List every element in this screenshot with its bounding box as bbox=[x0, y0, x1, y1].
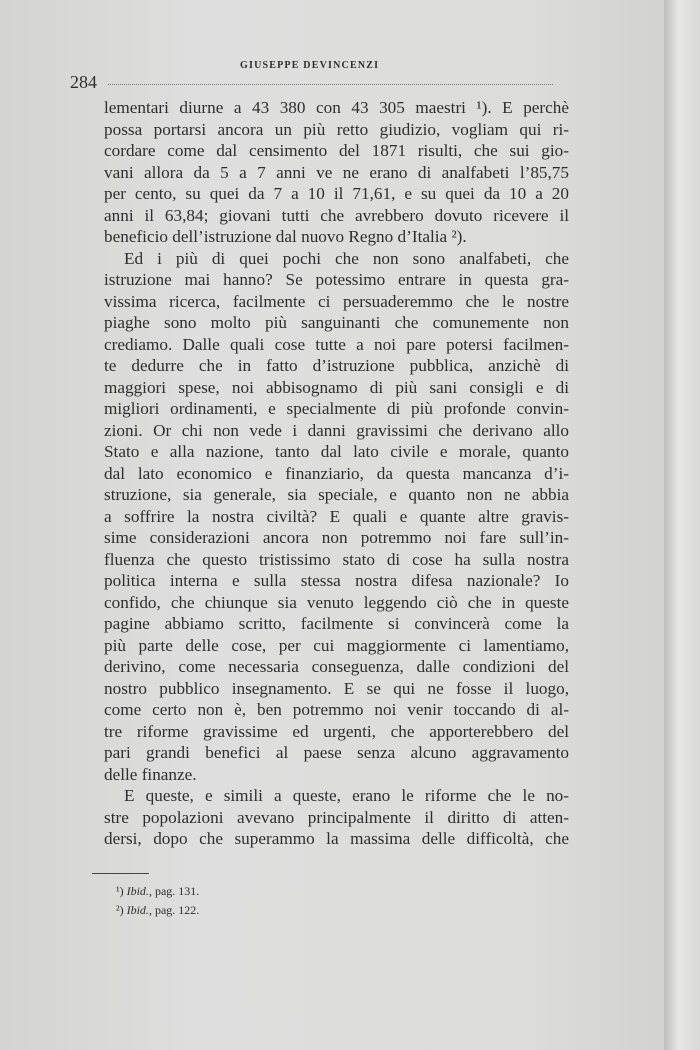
text-line: E queste, e simili a queste, erano le riforme che le no- bbox=[124, 786, 569, 805]
text-line: più parte delle cose, per cui maggiormente ci lamentiamo, bbox=[104, 635, 569, 655]
text-line: politica interna e sulla stessa nostra difesa nazionale? Io bbox=[104, 571, 569, 590]
page-edge bbox=[664, 0, 700, 1050]
footnote-rule bbox=[92, 873, 149, 874]
text-line: Ed i più di quei pochi che non sono analfabeti, che bbox=[124, 248, 569, 268]
text-line: cordare come dal censimento del 1871 risulti, che sui gio- bbox=[104, 141, 569, 160]
text-line: crediamo. Dalle quali cose tutte a noi pare potersi facilmen- bbox=[104, 334, 569, 354]
footnote-1 bbox=[116, 884, 199, 899]
text-line: istruzione mai hanno? Se potessimo entrare in questa gra- bbox=[104, 270, 569, 289]
text-line: tre riforme gravissime ed urgenti, che apporterebbero del bbox=[104, 721, 569, 741]
text-line: anni il 63,84; giovani tutti che avrebbero dovuto ricevere il bbox=[104, 205, 569, 225]
text-line: derivino, come necessaria conseguenza, dalle condizioni del bbox=[104, 657, 569, 676]
text-line: pagine abbiamo scritto, facilmente si convincerà come la bbox=[104, 614, 569, 633]
text-line: confido, che chiunque sia venuto leggendo ciò che in queste bbox=[104, 592, 569, 612]
running-head: GIUSEPPE DEVINCENZI bbox=[240, 60, 380, 71]
text-line: dersi, dopo che superammo la massima delle difficoltà, che bbox=[104, 829, 569, 848]
text-line: Stato e alla nazione, tanto dal lato civile e morale, quanto bbox=[104, 442, 569, 461]
text-line: vissima ricerca, facilmente ci persuaderemmo che le nostre bbox=[104, 291, 569, 311]
text-line: maggiori spese, noi abbisognamo di più sani consigli e di bbox=[104, 377, 569, 397]
text-line: dal lato economico e finanziario, da questa mancanza d’i- bbox=[104, 463, 569, 483]
text-line: possa portarsi ancora un più retto giudizio, vogliam qui ri- bbox=[104, 119, 569, 139]
text-line: pari grandi benefici al paese senza alcuno aggravamento bbox=[104, 743, 569, 762]
text-line: come certo non è, ben potremmo noi venir toccando di al- bbox=[104, 700, 569, 719]
text-line: migliori ordinamenti, e specialmente di più profonde convin- bbox=[104, 399, 569, 418]
text-line: vani allora da 5 a 7 anni ve ne erano di analfabeti l’85,75 bbox=[104, 162, 569, 182]
text-line: delle finanze. bbox=[104, 764, 197, 784]
text-line: fluenza che questo tristissimo stato di cose ha sulla nostra bbox=[104, 549, 569, 569]
text-line: te dedurre che in fatto d’istruzione pubblica, anzichè di bbox=[104, 356, 569, 375]
text-line: lementari diurne a 43 380 con 43 305 maestri ¹). E perchè bbox=[104, 98, 569, 117]
text-line: sime considerazioni ancora non potremmo noi fare sull’in- bbox=[104, 528, 569, 547]
footnote-ref: Ibid. bbox=[126, 903, 149, 917]
text-line: piaghe sono molto più sanguinanti che comunemente non bbox=[104, 313, 569, 332]
text-line: per cento, su quei da 7 a 10 il 71,61, e su quei da 10 a 20 bbox=[104, 184, 569, 203]
footnote-mark: ²) bbox=[116, 903, 124, 917]
footnote-text: , pag. 131. bbox=[148, 884, 200, 898]
text-line: zioni. Or chi non vede i danni gravissimi che derivano allo bbox=[104, 420, 569, 440]
text-line: nostro pubblico insegnamento. E se qui ne fosse il luogo, bbox=[104, 678, 569, 698]
footnote-mark: ¹) bbox=[116, 884, 124, 898]
text-line: beneficio dell’istruzione dal nuovo Regno d’Italia ²). bbox=[104, 227, 467, 246]
footnote-text: , pag. 122. bbox=[148, 903, 200, 917]
text-line: struzione, sia generale, sia speciale, e quanto non ne abbia bbox=[104, 485, 569, 504]
body-text bbox=[104, 97, 569, 850]
footnote-2 bbox=[116, 903, 199, 918]
text-line: stre popolazioni avevano principalmente il diritto di atten- bbox=[104, 807, 569, 827]
footnote-ref: Ibid. bbox=[126, 884, 149, 898]
text-line: a soffrire la nostra civiltà? E quali e quante altre gravis- bbox=[104, 506, 569, 526]
header-dotted-rule bbox=[108, 84, 553, 85]
page-number: 284 bbox=[70, 72, 97, 92]
